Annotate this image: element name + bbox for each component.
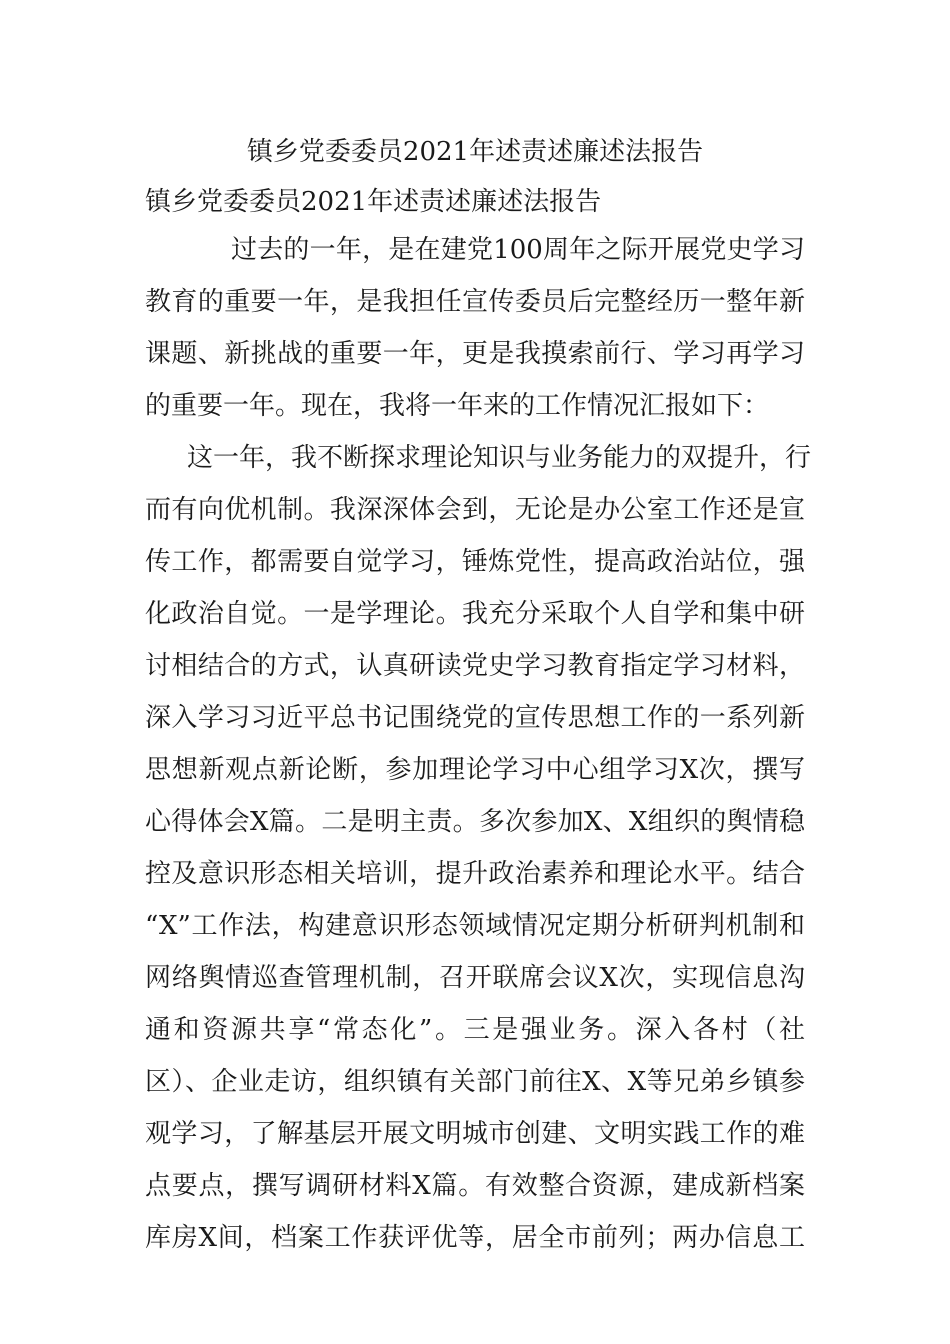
text-line: 控及意识形态相关培训，提升政治素养和理论水平。结合 (145, 859, 805, 889)
text-line: 点要点，撰写调研材料X篇。有效整合资源，建成新档案 (145, 1171, 805, 1201)
text-line: “X”工作法，构建意识形态领域情况定期分析研判机制和 (145, 911, 805, 941)
text-line: 过去的一年，是在建党100周年之际开展党史学习 (231, 235, 805, 265)
text-line: 课题、新挑战的重要一年，更是我摸索前行、学习再学习 (145, 339, 805, 369)
text-line: 区）、企业走访，组织镇有关部门前往X、X等兄弟乡镇参 (145, 1067, 805, 1097)
text-line: 的重要一年。现在，我将一年来的工作情况汇报如下： (145, 391, 770, 421)
text-line: 深入学习习近平总书记围绕党的宣传思想工作的一系列新 (145, 703, 805, 733)
text-line: 这一年，我不断探求理论知识与业务能力的双提升，行 (187, 443, 812, 473)
text-line: 网络舆情巡查管理机制，召开联席会议X次，实现信息沟 (145, 963, 805, 993)
document-body (145, 232, 812, 1272)
text-line: 讨相结合的方式，认真研读党史学习教育指定学习材料， (145, 651, 805, 681)
document-title: 镇乡党委委员2021年述责述廉述法报告 (246, 137, 704, 167)
document-subtitle: 镇乡党委委员2021年述责述廉述法报告 (145, 187, 602, 217)
paragraph-intro (145, 232, 805, 440)
text-line: 而有向优机制。我深深体会到，无论是办公室工作还是宣 (145, 495, 805, 525)
text-line: 传工作，都需要自觉学习，锤炼党性，提高政治站位，强 (145, 547, 805, 577)
text-line: 库房X间，档案工作获评优等，居全市前列；两办信息工 (145, 1223, 805, 1253)
text-line: 观学习，了解基层开展文明城市创建、文明实践工作的难 (145, 1119, 805, 1149)
paragraph-work-summary (145, 440, 812, 1272)
text-line: 教育的重要一年，是我担任宣传委员后完整经历一整年新 (145, 287, 805, 317)
text-line: 化政治自觉。一是学理论。我充分采取个人自学和集中研 (145, 599, 805, 629)
text-line: 通和资源共享“常态化”。三是强业务。深入各村（社 (145, 1015, 805, 1045)
text-line: 思想新观点新论断，参加理论学习中心组学习X次，撰写 (145, 755, 805, 785)
text-line: 心得体会X篇。二是明主责。多次参加X、X组织的舆情稳 (145, 807, 805, 837)
